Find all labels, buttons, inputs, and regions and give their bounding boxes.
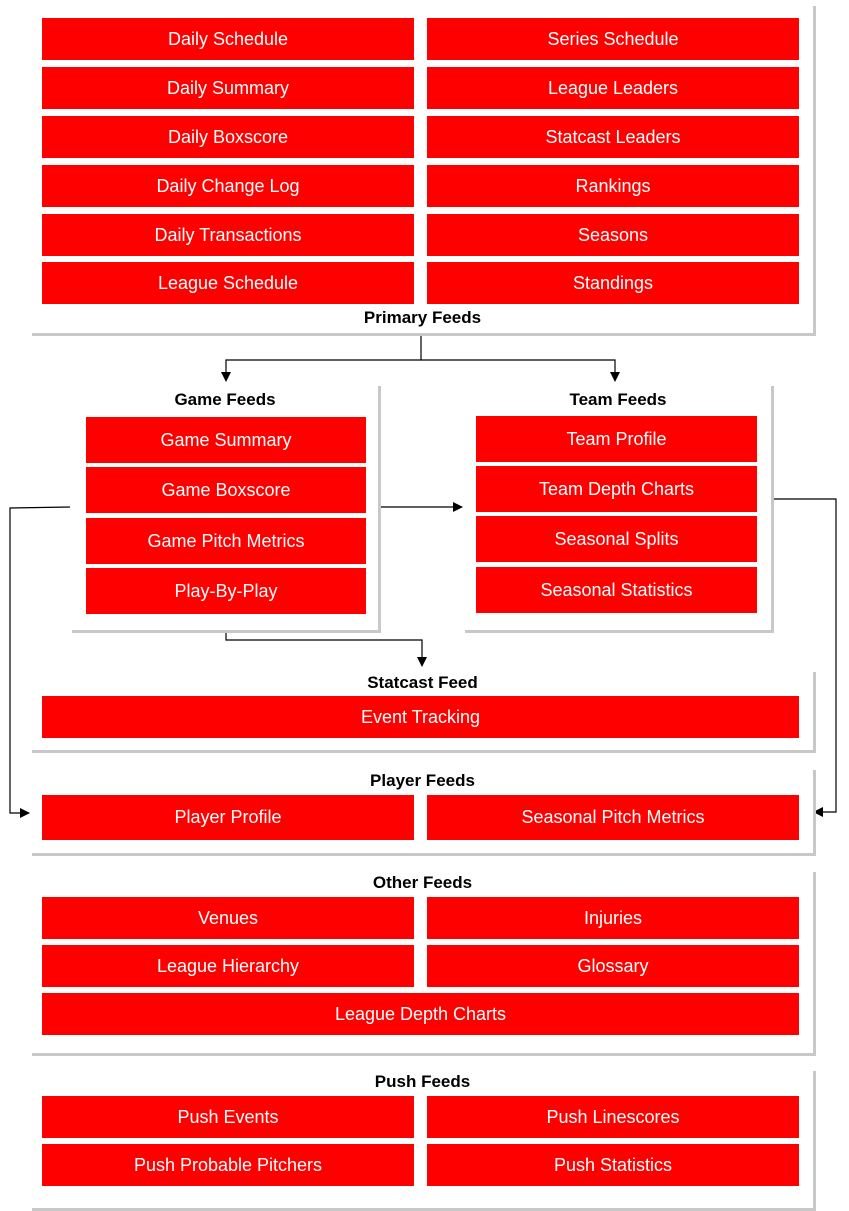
statcast-feed-panel	[32, 672, 816, 753]
connector-team-player	[773, 499, 836, 812]
connector-primary-game	[226, 333, 421, 381]
push-feeds-title: Push Feeds	[374, 1072, 471, 1091]
team-feeds-panel	[465, 386, 774, 633]
team-feeds-title: Team Feeds	[569, 390, 667, 409]
other-item[interactable]: Injuries	[427, 897, 799, 939]
push-item[interactable]: Push Statistics	[427, 1144, 799, 1186]
primary-item[interactable]: Daily Summary	[42, 67, 414, 109]
team-item[interactable]: Team Depth Charts	[475, 465, 758, 513]
other-item[interactable]: League Hierarchy	[42, 945, 414, 987]
other-item[interactable]: Venues	[42, 897, 414, 939]
primary-item[interactable]: Daily Change Log	[42, 165, 414, 207]
primary-item[interactable]: Statcast Leaders	[427, 116, 799, 158]
game-item[interactable]: Game Boxscore	[85, 466, 367, 514]
game-feeds-title: Game Feeds	[174, 390, 276, 409]
team-item[interactable]: Team Profile	[475, 415, 758, 463]
primary-item[interactable]: Standings	[427, 262, 799, 304]
player-feeds-title: Player Feeds	[370, 771, 475, 790]
push-item[interactable]: Push Events	[42, 1096, 414, 1138]
player-item[interactable]: Player Profile	[42, 795, 414, 840]
primary-item[interactable]: League Leaders	[427, 67, 799, 109]
push-item[interactable]: Push Probable Pitchers	[42, 1144, 414, 1186]
game-item[interactable]: Play-By-Play	[85, 567, 367, 615]
team-item[interactable]: Seasonal Statistics	[475, 566, 758, 614]
connector-game-statcast	[226, 630, 422, 666]
connector-primary-team	[421, 360, 615, 381]
game-feeds-panel	[72, 386, 381, 633]
other-item[interactable]: Glossary	[427, 945, 799, 987]
other-feeds-title: Other Feeds	[372, 873, 473, 892]
primary-item[interactable]: Daily Schedule	[42, 18, 414, 60]
game-item[interactable]: Game Pitch Metrics	[85, 517, 367, 565]
push-feeds-panel	[32, 1071, 816, 1211]
primary-item[interactable]: Daily Boxscore	[42, 116, 414, 158]
primary-feeds-panel	[32, 6, 816, 336]
push-item[interactable]: Push Linescores	[427, 1096, 799, 1138]
primary-item[interactable]: Rankings	[427, 165, 799, 207]
primary-item[interactable]: Series Schedule	[427, 18, 799, 60]
primary-item[interactable]: Seasons	[427, 214, 799, 256]
other-item[interactable]: League Depth Charts	[42, 993, 799, 1035]
statcast-feed-title: Statcast Feed	[367, 673, 478, 692]
player-item[interactable]: Seasonal Pitch Metrics	[427, 795, 799, 840]
team-item[interactable]: Seasonal Splits	[475, 515, 758, 563]
other-feeds-panel	[32, 872, 816, 1056]
primary-item[interactable]: League Schedule	[42, 262, 414, 304]
primary-feeds-title: Primary Feeds	[363, 308, 482, 327]
primary-item[interactable]: Daily Transactions	[42, 214, 414, 256]
player-feeds-panel	[32, 770, 816, 856]
game-item[interactable]: Game Summary	[85, 416, 367, 464]
connector-game-player	[10, 507, 70, 813]
statcast-item[interactable]: Event Tracking	[42, 696, 799, 738]
